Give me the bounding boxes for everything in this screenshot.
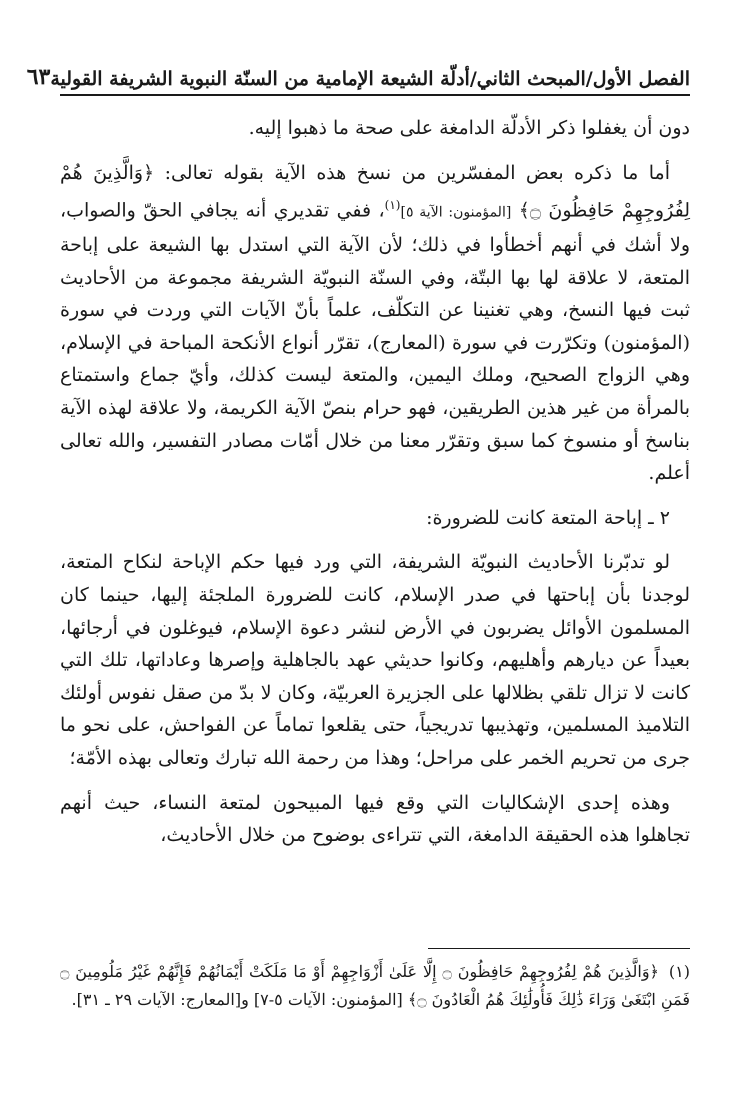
running-header <box>26 58 690 96</box>
paragraph-1: دون أن يغفلوا ذكر الأدلّة الدامغة على صحة ما ذهبوا إليه. <box>248 117 690 139</box>
paragraph-4: وهذه إحدى الإشكاليات التي وقع فيها المبيحون لمتعة النساء، حيث أنهم تجاهلوا هذه الحقيقة الدامغة، التي تتراءى بوضوح من خلال الأحاديث، <box>60 791 690 847</box>
verse-reference: [المؤمنون: الآية ٥] <box>400 204 512 221</box>
footnote-ref: (١) <box>384 198 401 213</box>
main-text <box>60 112 690 864</box>
paragraph-3: لو تدبّرنا الأحاديث النبويّة الشريفة، التي ورد فيها حكم الإباحة لنكاح المتعة، لوجدنا بأن إباحتها في صدر الإسلام، كانت للضرورة الملجئة إليها، حينما كان المسلمون الأوائل يضربون في الأرض لنشر دعوة الإسلام، فيوغلون في أرجائها، بعيداً عن ديارهم وأهليهم، وكانوا حديثي عهد بالجاهلية وإصرها وعاداتها، تلك التي كانت لا تزال تلقي بظلالها على الجزيرة العربيّة، وكان لا بدّ من صقل نفوس أولئك التلاميذ المسلمين، وتهذيبها تدريجياً، حتى يقلعوا تماماً عن الفواحش، على نحو ما جرى من تحريم الخمر على مراحل؛ وهذا من رحمة الله تبارك وتعالى بهذه الأمّة؛ <box>60 551 690 770</box>
footnote <box>60 958 690 1014</box>
paragraph-2-text: ، ففي تقديري أنه يجافي الحقّ والصواب، ولا أشك في أنهم أخطأوا في ذلك؛ لأن الآية التي استدل بها الشيعة على إباحة المتعة، لا علاقة لها بها البتّة، وفي السنّة النبويّة الشريفة مجموعة من الأحاديث ثبت فيها النسخ، وهي تغنينا عن التكلّف، علماً بأنّ الآيات التي وردت في سورة (المؤمنون) وتكرّرت في سورة (المعارج)، تقرّر أنواع الأنكحة المباحة في الإسلام، وهي الزواج الصحيح، وملك اليمين، والمتعة ليست كذلك، وأيّ جماع واستمتاع بالمرأة من غير هذين الطريقين، فهو حرام بنصّ الآية الكريمة، ولا علاقة لهذه الآية بناسخ أو منسوخ كما سبق وتقرّر معنا من خلال أمّات مصادر التفسير، والله تعالى أعلم. <box>60 199 690 485</box>
footnote-text: ﴿وَالَّذِينَ هُمْ لِفُرُوجِهِمْ حَافِظُونَ ۝ إِلَّا عَلَىٰ أَزْوَاجِهِمْ أَوْ مَا مَلَكَتْ أَيْمَانُهُمْ فَإِنَّهُمْ غَيْرُ مَلُومِينَ ۝ فَمَنِ ابْتَغَىٰ وَرَاءَ ذَٰلِكَ فَأُولَٰئِكَ هُمُ الْعَادُونَ ۝﴾ [المؤمنون: الآيات ٥-٧] و[المعارج: الآيات ٢٩ ـ ٣١]. <box>60 962 690 1009</box>
footnote-marker: (١) <box>668 962 691 981</box>
footnote-divider <box>428 948 690 949</box>
paragraph-2 <box>60 157 690 490</box>
section-heading: ٢ ـ إباحة المتعة كانت للضرورة: <box>426 506 670 529</box>
page-number: ٦٣ <box>26 64 51 90</box>
quran-verse: أما ما ذكره بعض المفسّرين من نسخ هذه الآية بقوله تعالى: ﴿وَالَّذِينَ هُمْ لِفُرُوجِهِمْ حَافِظُونَ ۝﴾ <box>60 161 690 222</box>
header-title: الفصل الأول/المبحث الثاني/أدلّة الشيعة الإمامية من السنّة النبوية الشريفة القولية <box>50 68 690 90</box>
